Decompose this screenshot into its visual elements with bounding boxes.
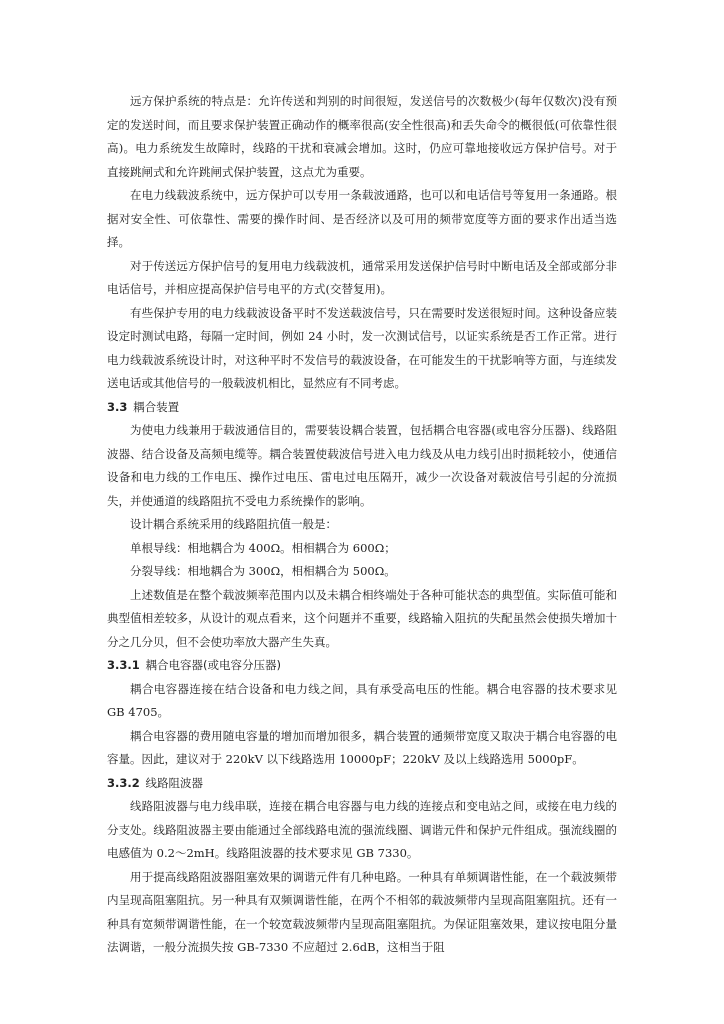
paragraph: 用于提高线路阻波器阻塞效果的调谐元件有几种电路。一种具有单频调谐性能，在一个载波频带内呈现高阻塞阻抗。另一种具有双频调谐性能，在两个不相邻的载波频带内呈现高阻塞阻抗。还有一种具有宽频带调谐性能，在一个较宽载波频带内呈现高阻塞阻抗。为保证阻塞效果，建议按电阻分量法调谐，一般分流损失按 GB-7330 不应超过 2.6dB，这相当于阻 xyxy=(107,869,617,954)
paragraph: 耦合电容器的费用随电容量的增加而增加很多，耦合装置的通频带宽度又取决于耦合电容器的电容量。因此，建议对于 220kV 以下线路选用 10000pF；220kV 及以上线路选用 5000pF。 xyxy=(107,728,617,766)
paragraph: 上述数值是在整个载波频率范围内以及未耦合相终端处于各种可能状态的典型值。实际值可能和典型值相差较多，从设计的观点看来，这个问题并不重要，线路输入阻抗的失配虽然会使损失增加十分之几分贝，但不会使功率放大器产生失真。 xyxy=(107,587,617,649)
section-number: 3.3.1 xyxy=(107,658,140,672)
section-title: 耦合装置 xyxy=(133,399,180,414)
section-number: 3.3.2 xyxy=(107,775,140,790)
section-heading xyxy=(107,772,617,796)
paragraph: 在电力线载波系统中，远方保护可以专用一条载波通路，也可以和电话信号等复用一条通路。根据对安全性、可依靠性、需要的操作时间、是否经济以及可用的频带宽度等方面的要求作出适当选择。 xyxy=(107,188,617,249)
paragraph: 对于传送远方保护信号的复用电力线载波机，通常采用发送保护信号时中断电话及全部或部分非电话信号，并相应提高保护信号电平的方式(交替复用)。 xyxy=(107,258,617,296)
section-title: 线路阻波器 xyxy=(145,775,203,790)
section-title: 耦合电容器(或电容分压器) xyxy=(145,658,281,672)
paragraph: 远方保护系统的特点是：允许传送和判别的时间很短，发送信号的次数极少(每年仅数次)没有预定的发送时间，而且要求保护装置正确动作的概率很高(安全性很高)和丢失命令的概很低(可依靠性很高)。电力系统发生故障时，线路的干扰和衰减会增加。这时，仍应可靠地接收远方保护信号。对于直接跳闸式和允许跳闸式保护装置，这点尤为重要。 xyxy=(107,94,617,179)
paragraph: 单根导线：相地耦合为 400Ω。相相耦合为 600Ω； xyxy=(130,540,396,555)
section-heading xyxy=(107,396,617,420)
paragraph: 有些保护专用的电力线载波设备平时不发送载波信号，只在需要时发送很短时间。这种设备应装设定时测试电路，每隔一定时间，例如 24 小时，发一次测试信号，以证实系统是否工作正常。进行电力线载波系统设计时，对这种平时不发信号的载波设备，在可能发生的干扰影响等方面，与连续发送电话或其他信号的一般载波机相比，显然应有不同考虑。 xyxy=(107,305,617,390)
paragraph: 分裂导线：相地耦合为 300Ω，相相耦合为 500Ω。 xyxy=(130,564,396,578)
paragraph: 线路阻波器与电力线串联，连接在耦合电容器与电力线的连接点和变电站之间，或接在电力线的分支处。线路阻波器主要由能通过全部线路电流的强流线圈、调谐元件和保护元件组成。强流线圈的电感值为 0.2～2mH。线路阻波器的技术要求见 GB 7330。 xyxy=(107,799,617,860)
section-number: 3.3 xyxy=(107,399,128,414)
section-heading xyxy=(107,654,617,678)
paragraph: 耦合电容器连接在结合设备和电力线之间，具有承受高电压的性能。耦合电容器的技术要求见 GB 4705。 xyxy=(107,681,617,719)
document-body xyxy=(107,90,617,960)
paragraph: 设计耦合系统采用的线路阻抗值一般是： xyxy=(130,517,337,531)
paragraph: 为使电力线兼用于载波通信目的，需要装设耦合装置，包括耦合电容器(或电容分压器)、线路阻波器、结合设备及高频电缆等。耦合装置使载波信号进入电力线及从电力线引出时损耗较小，使通信设备和电力线的工作电压、操作过电压、雷电过电压隔开，减少一次设备对载波信号引起的分流损失，并使通道的线路阻抗不受电力系统操作的影响。 xyxy=(107,423,617,508)
